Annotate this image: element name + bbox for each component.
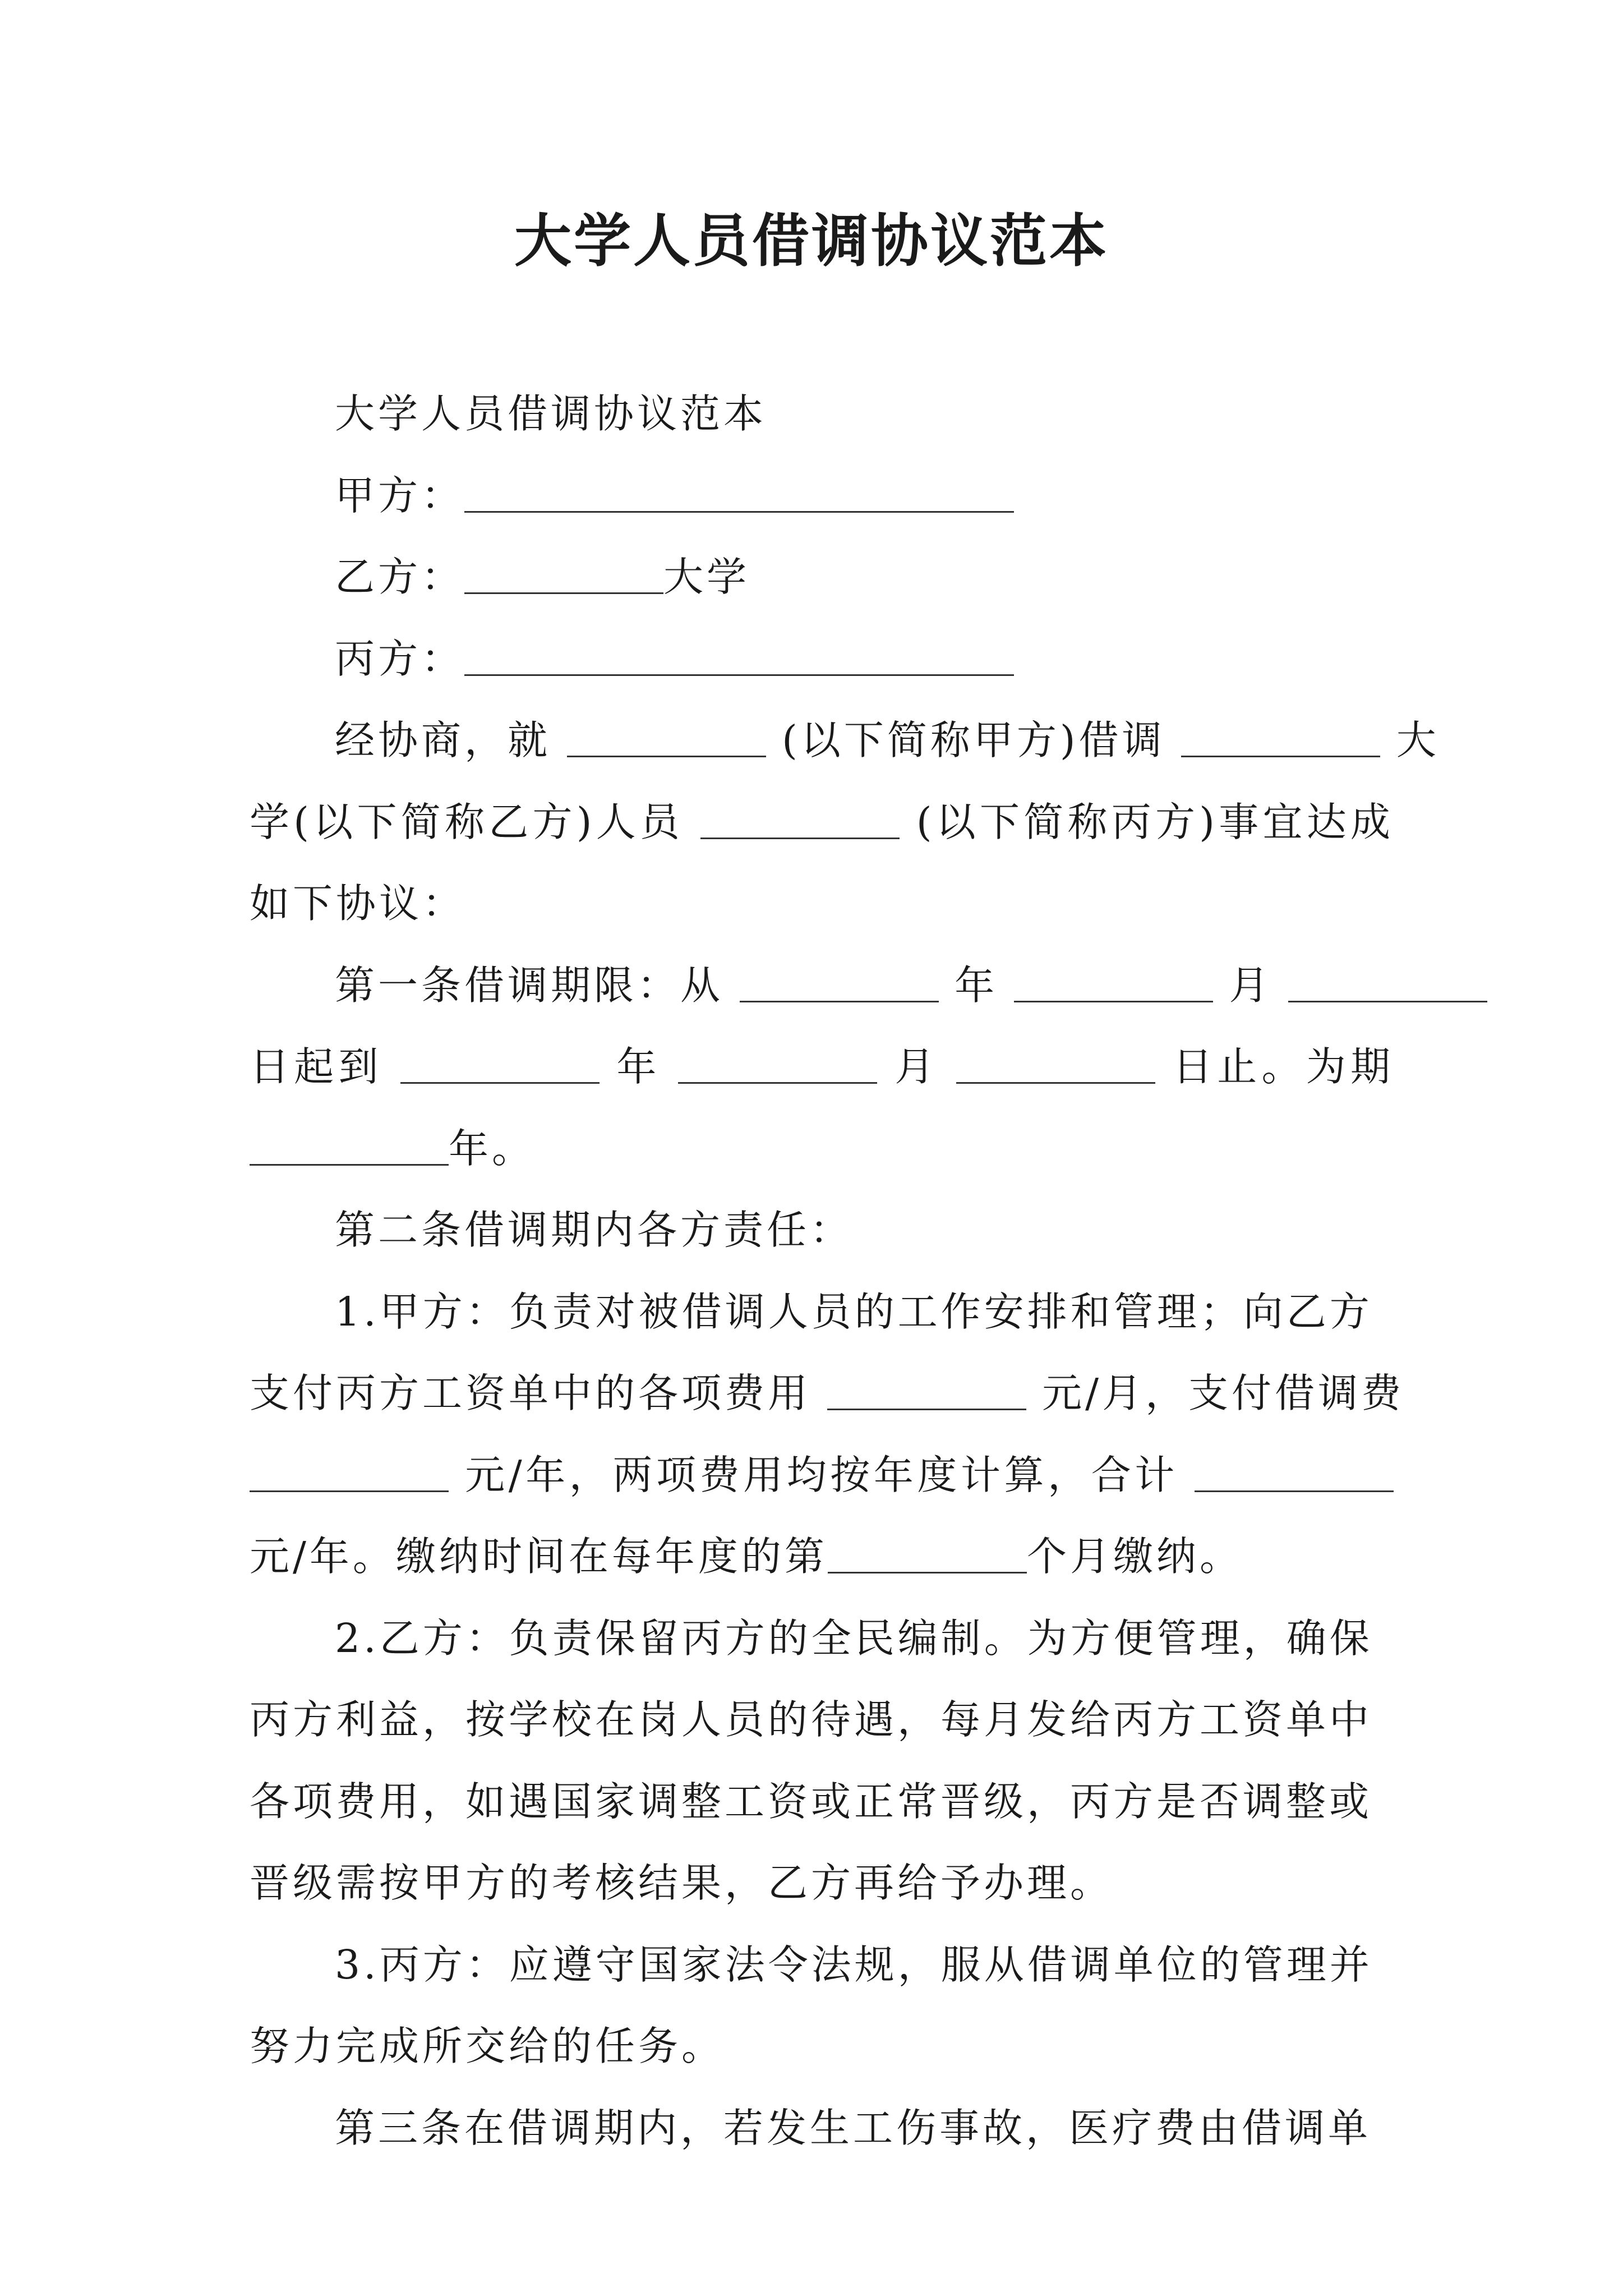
month-blank[interactable] [678, 1046, 877, 1084]
total-blank[interactable] [1195, 1455, 1394, 1492]
line-text: 丙方利益，按学校在岗人员的待遇，每月发给丙方工资单中 [250, 1696, 1373, 1743]
year-blank[interactable] [740, 965, 939, 1002]
party-c-line [250, 618, 1394, 700]
clause-1-line [250, 1352, 1405, 1434]
month-count-blank[interactable] [828, 1536, 1027, 1573]
clause-2-line [250, 1598, 1394, 1680]
party-c-blank[interactable] [464, 638, 1014, 676]
line-text: 元/年，两项费用均按年度计算，合计 [465, 1451, 1178, 1498]
line-text: 月 [895, 1043, 939, 1090]
line-text: (以下简称丙方)事宜达成 [916, 798, 1394, 845]
day-blank[interactable] [956, 1046, 1155, 1084]
clause-2-line [250, 1842, 1394, 1924]
line-text: 乙方： [335, 554, 465, 600]
article-1-line [250, 945, 1394, 1027]
paragraph-line [250, 700, 1440, 781]
clause-2-line [250, 1679, 1394, 1761]
line-text: 学(以下简称乙方)人员 [250, 798, 684, 845]
line-text: 如下协议： [250, 880, 466, 927]
clause-1-line [250, 1516, 1394, 1598]
month-blank[interactable] [1014, 965, 1213, 1002]
clause-3-line [250, 1924, 1394, 2006]
paragraph-line [250, 781, 1394, 863]
day-blank[interactable] [1288, 965, 1487, 1002]
party-a-line [250, 455, 1394, 537]
line-text: 各项费用，如遇国家调整工资或正常晋级，丙方是否调整或 [250, 1778, 1373, 1825]
line-text: 月 [1229, 961, 1272, 1009]
line-text: 大学 [663, 554, 750, 600]
line-text: 第二条借调期内各方责任： [335, 1207, 854, 1253]
paragraph-line [250, 863, 1394, 945]
article-1-line [250, 1026, 1394, 1108]
article-1-line [250, 1108, 1394, 1190]
document-body [250, 373, 1440, 2169]
line-text: 年 [955, 961, 998, 1009]
fill-blank[interactable] [1181, 720, 1380, 757]
line-text: 个月缴纳。 [1026, 1533, 1243, 1580]
line-text: 3.丙方：应遵守国家法令法规，服从借调单位的管理并 [335, 1941, 1373, 1988]
article-2-heading [250, 1189, 1394, 1271]
fill-blank[interactable] [567, 720, 766, 757]
clause-1-line [250, 1271, 1394, 1353]
line-text: 晋级需按甲方的考核结果，乙方再给予办理。 [250, 1860, 1114, 1906]
year-blank[interactable] [400, 1046, 600, 1084]
duration-blank[interactable] [250, 1128, 449, 1166]
party-a-blank[interactable] [464, 475, 1014, 513]
line-text: 努力完成所交给的任务。 [250, 2023, 725, 2069]
fill-blank[interactable] [700, 802, 900, 839]
line-text: 大 [1396, 717, 1440, 763]
line-text: 第一条借调期限：从 [335, 961, 724, 1009]
line-text: 元/年。缴纳时间在每年度的第 [250, 1533, 828, 1580]
line-text: 日止。为期 [1173, 1043, 1394, 1090]
clause-3-line [250, 2005, 1394, 2087]
line-text: 年。 [449, 1125, 536, 1172]
document-title: 大学人员借调协议范本 [514, 208, 1109, 275]
fee-blank[interactable] [827, 1373, 1026, 1410]
article-3-line [250, 2087, 1394, 2169]
line-text: 2.乙方：负责保留丙方的全民编制。为方便管理，确保 [335, 1614, 1373, 1662]
party-b-blank[interactable] [464, 556, 663, 594]
line-text: 支付丙方工资单中的各项费用 [250, 1370, 811, 1416]
line-text: 大学人员借调协议范本 [335, 390, 767, 437]
subtitle-line [250, 373, 1394, 455]
line-text: 1.甲方：负责对被借调人员的工作安排和管理；向乙方 [335, 1288, 1373, 1335]
fee-blank[interactable] [250, 1455, 449, 1492]
clause-2-line [250, 1761, 1394, 1843]
clause-1-line [250, 1434, 1394, 1516]
line-text: 甲方： [335, 472, 465, 519]
line-text: 经协商，就 [335, 717, 551, 763]
line-text: 年 [616, 1043, 661, 1090]
line-text: (以下简称甲方)借调 [782, 717, 1165, 763]
line-text: 元/月，支付借调费 [1042, 1370, 1405, 1416]
line-text: 丙方： [335, 635, 465, 682]
line-text: 日起到 [250, 1043, 383, 1090]
line-text: 第三条在借调期内，若发生工伤事故，医疗费由借调单 [335, 2104, 1372, 2151]
party-b-line [250, 536, 1394, 618]
